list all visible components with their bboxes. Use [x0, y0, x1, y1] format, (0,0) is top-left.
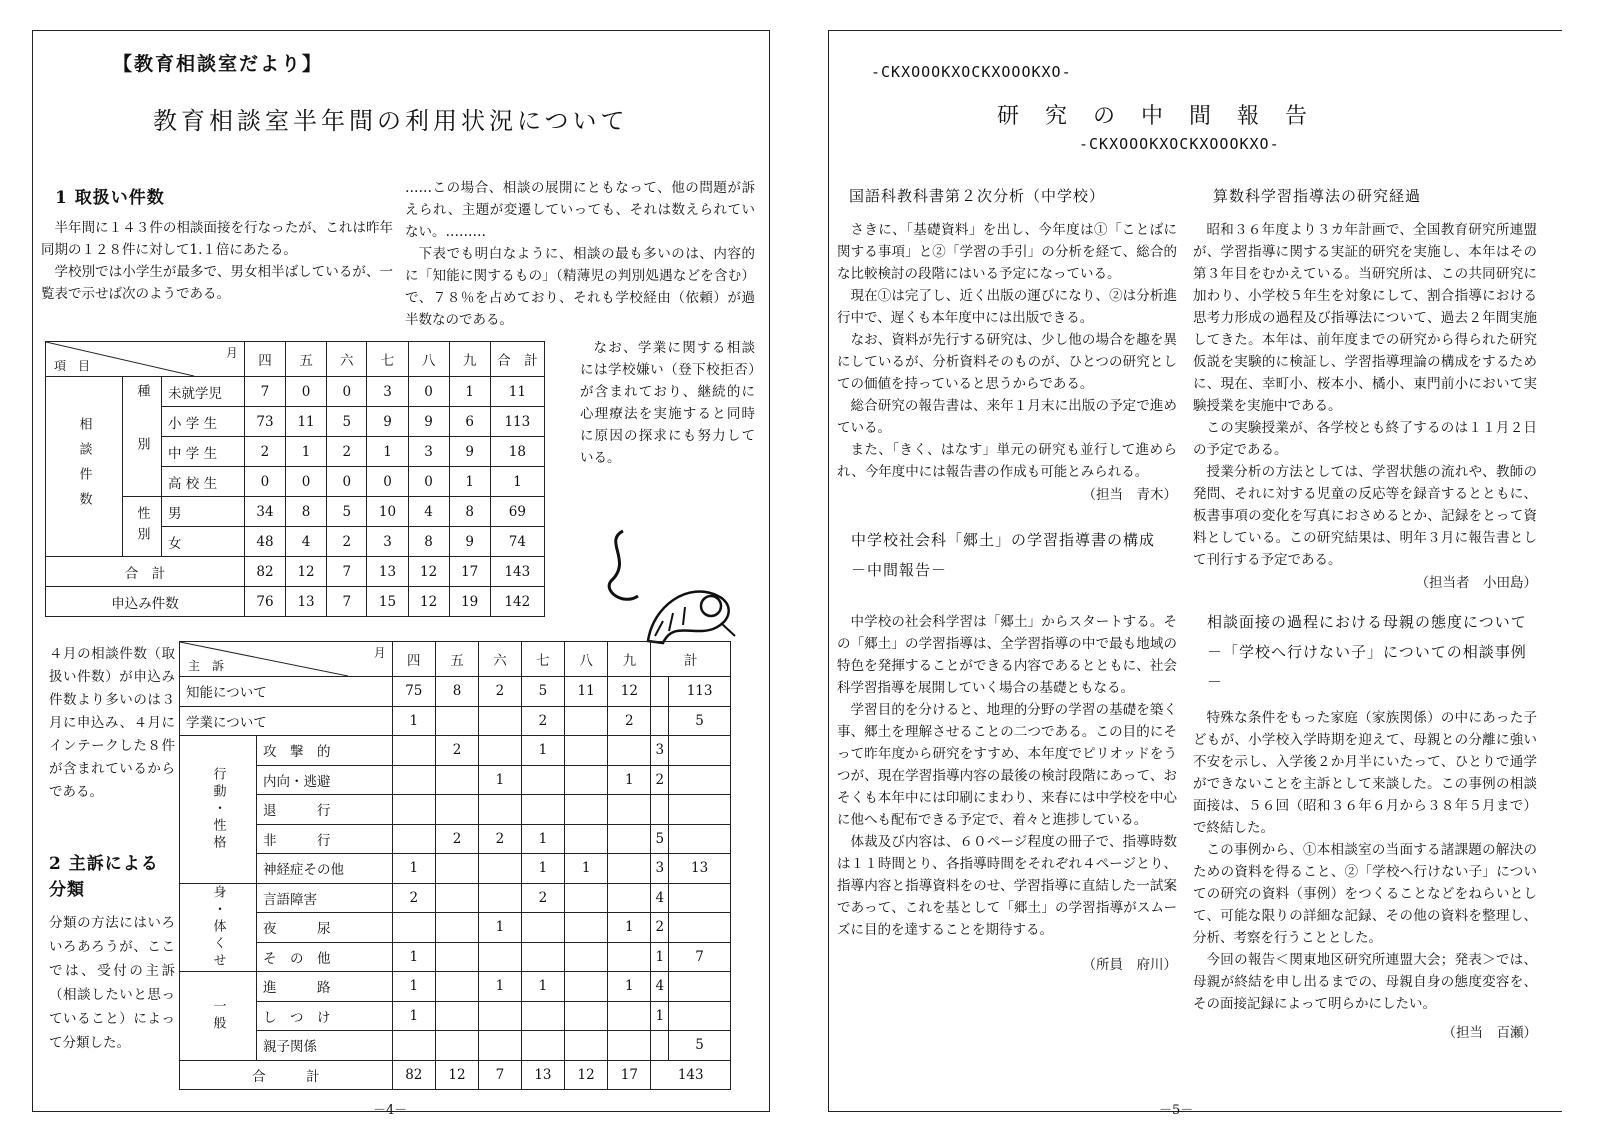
table-cell: 9	[449, 437, 490, 467]
table-cell	[608, 1001, 651, 1031]
table-cell: 12	[408, 587, 449, 617]
paragraph: さきに、「基礎資料」を出し、今年度は①「ことばに関する事項」と②「学習の手引」の分析を経て、総合的な比較検討の段階にはいる予定になっている。	[837, 222, 1177, 282]
table-cell: 2	[327, 527, 367, 557]
table-cell	[392, 765, 435, 795]
table-cell: 5	[327, 407, 367, 437]
table-cell: 13	[286, 587, 327, 617]
row-label: 小 学 生	[162, 407, 245, 437]
table-row	[180, 1031, 731, 1061]
table-row	[180, 677, 731, 707]
report-counseling-author: （担当 百瀬）	[1442, 1025, 1537, 1041]
paragraph: ……この場合、相談の展開にともなって、他の問題が訴えられ、主題が変遷していっても、それは数えられていない。………	[405, 180, 755, 240]
section-heading-1: 1 取扱い件数	[55, 188, 165, 208]
table-cell: 3	[367, 377, 408, 407]
table-cell	[521, 942, 564, 972]
table-cell: 5	[327, 497, 367, 527]
table-row	[180, 824, 731, 854]
table-cell	[435, 854, 478, 884]
subtotal-cell: 2	[651, 765, 669, 795]
table1-month: 四	[244, 342, 285, 377]
report-counseling-text	[1193, 707, 1537, 1015]
row-label: 神経症その他	[257, 854, 393, 884]
table-cell: 9	[367, 407, 408, 437]
table-cell: 2	[435, 824, 478, 854]
table-cell	[435, 1001, 478, 1031]
report-math-text	[1193, 219, 1537, 571]
row-total	[669, 972, 731, 1002]
table-cell: 8	[286, 497, 327, 527]
paragraph: また、「きく、はなす」単元の研究も並行して進められ、今年度中には報告書の作成も可能とみられる。	[837, 442, 1177, 480]
table-cell: 5	[521, 677, 564, 707]
row-label: 親子関係	[257, 1031, 393, 1061]
row-total: 74	[490, 527, 544, 557]
table-cell: 76	[244, 587, 285, 617]
table-cell: 1	[608, 972, 651, 1002]
row-total	[669, 765, 731, 795]
table-row	[180, 765, 731, 795]
table-cell: 12	[608, 677, 651, 707]
table-row	[46, 557, 545, 587]
table-cell	[521, 1001, 564, 1031]
row-label: し つ け	[257, 1001, 393, 1031]
table-cell: 1	[392, 1001, 435, 1031]
table-cell	[521, 913, 564, 943]
paragraph: 体裁及び内容は、６０ページ程度の冊子で、指導時数は１１時間とり、各指導時間をそれぞれ４ページとり、指導内容と指導資料をのせ、学習指導に直結した一試案であって、これを基として「郷土」の学習指導がスムーズに目的を達することを期待する。	[837, 834, 1177, 938]
table2-month: 七	[521, 642, 564, 677]
paragraph: 授業分析の方法としては、学習状態の流れや、教師の発問、それに対する児童の反応等を録音するとともに、板書事項の変化を写真におさめるとか、記録をとって資料としている。この研究結果は、明年３月に報告書として刊行する予定である。	[1193, 464, 1537, 568]
row-total: 13	[669, 854, 731, 884]
table-row	[180, 1060, 731, 1090]
group-label: 身・体くせ	[180, 883, 257, 972]
table-row	[180, 942, 731, 972]
table-cell: 1	[392, 942, 435, 972]
table-cell: 13	[521, 1060, 564, 1090]
table-cell	[608, 795, 651, 825]
row-total: 18	[490, 437, 544, 467]
table-cell: 9	[408, 407, 449, 437]
table-cell	[435, 1031, 478, 1061]
complaint-table	[179, 641, 731, 1090]
table1-month: 九	[449, 342, 490, 377]
subtotal-cell: 4	[651, 883, 669, 913]
table-row	[180, 883, 731, 913]
group-label: 一般	[180, 972, 257, 1061]
subtotal-cell: 5	[651, 824, 669, 854]
table-cell: 7	[327, 557, 367, 587]
table-row	[46, 587, 545, 617]
subtotal-cell	[651, 1031, 669, 1061]
table-row	[46, 377, 545, 407]
table-cell	[608, 736, 651, 766]
row-label: 男	[162, 497, 245, 527]
report-social-text	[837, 611, 1177, 941]
table-cell	[565, 824, 608, 854]
table-cell	[565, 972, 608, 1002]
table-cell: 12	[286, 557, 327, 587]
table-cell: 1	[521, 736, 564, 766]
left-page	[32, 30, 770, 1118]
table-cell: 0	[408, 377, 449, 407]
paragraph: 下表でも明白なように、相談の最も多いのは、内容的に「知能に関するもの」（精薄児の判別処遇などを含む）で、７８％を占めており、それも学校経由（依頼）が過半数なのである。	[405, 246, 755, 328]
paragraph: 現在①は完了し、近く出版の運びになり、②は分析進行中で、遅くも本年度中には出版できる。	[837, 288, 1177, 326]
table-row	[180, 706, 731, 736]
table-cell	[565, 736, 608, 766]
table-cell	[565, 913, 608, 943]
row-total	[669, 883, 731, 913]
paragraph: 総合研究の報告書は、来年１月末に出版の予定で進めている。	[837, 398, 1177, 436]
row-total: 1	[490, 467, 544, 497]
table2-month: 五	[435, 642, 478, 677]
row-total: 143	[651, 1060, 731, 1090]
table-cell	[565, 765, 608, 795]
table-cell: 13	[367, 557, 408, 587]
row-label: そ の 他	[257, 942, 393, 972]
paragraph: 特殊な条件をもった家庭（家族関係）の中にあった子どもが、小学校入学時期を迎えて、母親との分離に強い不安を示し、入学後２か月半にいたって、ひとりで通学ができないことを主訴として来談した。この事例の相談面接は、５６回（昭和３６年６月から３８年５月まで）で終結した。	[1193, 710, 1537, 836]
table-cell: 19	[449, 587, 490, 617]
table-cell: 1	[479, 765, 522, 795]
paragraph: 中学校の社会科学習は「郷土」からスタートする。その「郷土」の学習指導は、全学習指導の中で最も地域の特色を発揮することができる内容であるとともに、社会科学習指導を展開していく場合の基礎ともなる。	[837, 614, 1177, 696]
table-cell	[565, 1001, 608, 1031]
table-cell	[479, 942, 522, 972]
table-cell: 1	[565, 854, 608, 884]
table-cell: 2	[244, 437, 285, 467]
right-page	[828, 30, 1562, 1118]
row-total: 113	[490, 407, 544, 437]
section-1-text	[41, 217, 393, 305]
table-cell	[435, 706, 478, 736]
report-japanese-text	[837, 219, 1177, 483]
row-total	[669, 824, 731, 854]
table-cell: 1	[479, 972, 522, 1002]
table-cell	[479, 706, 522, 736]
row-total: 142	[490, 587, 544, 617]
row-total: 7	[669, 942, 731, 972]
table-row	[180, 913, 731, 943]
table-cell: 11	[286, 407, 327, 437]
report-title-counseling: 相談面接の過程における母親の態度について －「学校へ行けない子」についての相談事例－	[1207, 613, 1543, 691]
decorative-border-bottom: -CKXOOOKXOCKXOOOKXO-	[1079, 135, 1280, 153]
row-label: 進 路	[257, 972, 393, 1002]
table-cell: 8	[435, 677, 478, 707]
table-cell	[608, 824, 651, 854]
table-cell	[479, 795, 522, 825]
group-label: 行動・性格	[180, 736, 257, 884]
table-cell: 1	[521, 854, 564, 884]
subtotal-cell: 3	[651, 736, 669, 766]
report-column-1	[837, 181, 1177, 973]
paragraph: 学習目的を分けると、地理的分野の学習の基礎を築く事、郷土を理解させることの二つである。この目的にそって昨年度から研究をすすめ、本年度でピリオッドをうつが、現在学習指導内容の最後の検討段階にあって、おそくも本年中には印刷にまわり、来春には中学校を中心に他へも配布できる予定で、着々と進捗している。	[837, 702, 1177, 828]
report-title-social: 中学校社会科「郷土」の学習指導書の構成 －中間報告－	[851, 531, 1172, 579]
table-row	[180, 736, 731, 766]
table-cell: 8	[449, 497, 490, 527]
table1-month: 五	[286, 342, 327, 377]
page-number-right: －5－	[1159, 1103, 1194, 1118]
subtotal-cell: 4	[651, 972, 669, 1002]
paragraph: この実験授業が、各学校とも終了するのは１１月２日の予定である。	[1193, 420, 1537, 458]
page-title: 教育相談室半年間の利用状況について	[153, 107, 629, 135]
table-cell	[392, 824, 435, 854]
table1-month: 六	[327, 342, 367, 377]
decorative-border-top: -CKXOOOKXOCKXOOOKXO-	[871, 63, 1072, 81]
table-cell	[435, 972, 478, 1002]
group-label: 相談件数	[46, 377, 123, 557]
table-cell: 1	[449, 467, 490, 497]
row-label: 合 計	[46, 557, 245, 587]
table-cell: 0	[286, 377, 327, 407]
table-cell: 4	[286, 527, 327, 557]
table1-corner: 月 項 目	[46, 342, 245, 377]
report-title-japanese: 国語科教科書第２次分析（中学校）	[849, 187, 1106, 205]
row-total	[669, 913, 731, 943]
table-cell: 4	[408, 497, 449, 527]
table-cell: 10	[367, 497, 408, 527]
row-total	[669, 1001, 731, 1031]
row-label: 合 計	[180, 1060, 393, 1090]
table-cell	[479, 854, 522, 884]
table-cell: 17	[608, 1060, 651, 1090]
paragraph: 昭和３６年度より３カ年計画で、全国教育研究所連盟が、学習指導に関する実証的研究を実施し、本年はその第３年目をむかえている。当研究所は、この共同研究に加わり、小学校５年生を対象にして、割合指導における思考力形成の過程及び指導法について、過去２年間実施してきた。本年は、前年度までの研究から得られた研究仮説を実験的に検証し、学習指導理論の構成をするために、現在、幸町小、桜本小、橘小、東門前小において実験授業を実施中である。	[1193, 222, 1537, 414]
row-total: 113	[669, 677, 731, 707]
row-total: 11	[490, 377, 544, 407]
table-row	[180, 972, 731, 1002]
row-total: 143	[490, 557, 544, 587]
table-cell	[565, 883, 608, 913]
paragraph: この事例から、①本相談室の当面する諸課題の解決のための資料を得ること、②「学校へ行けない子」についての研究の資料（事例）をつくることなどをねらいとして、可能な限りの詳細な記録、その他の資料を整理し、分析、考察を行うこととした。	[1193, 842, 1537, 946]
table-cell: 0	[327, 377, 367, 407]
table-cell: 2	[521, 883, 564, 913]
table-cell: 17	[449, 557, 490, 587]
row-total: 5	[669, 1031, 731, 1061]
row-label: 内向・逃避	[257, 765, 393, 795]
table-cell: 7	[479, 1060, 522, 1090]
row-label: 攻 撃 的	[257, 736, 393, 766]
paragraph: 半年間に１４３件の相談面接を行なったが、これは昨年同期の１２８件に対して1.１倍にあたる。	[41, 220, 393, 258]
row-label: 中 学 生	[162, 437, 245, 467]
case-count-table	[45, 341, 545, 617]
table-cell	[435, 765, 478, 795]
table-cell	[565, 942, 608, 972]
table2-month: 八	[565, 642, 608, 677]
note-text: ４月の相談件数（取扱い件数）が申込み件数より多いのは３月に申込み、４月にインテークした８件が含まれているからである。	[49, 646, 175, 800]
table-cell	[521, 1031, 564, 1061]
table-cell	[479, 883, 522, 913]
section-heading-2: 2 主訴による分類	[49, 854, 159, 900]
table-cell: 0	[244, 467, 285, 497]
table2-month: 六	[479, 642, 522, 677]
row-label: 学業について	[180, 706, 393, 736]
table-cell	[392, 1031, 435, 1061]
column-header-tag: 【教育相談室だより】	[113, 53, 324, 75]
table-cell	[565, 795, 608, 825]
subtotal-cell	[651, 677, 669, 707]
table-cell: 75	[392, 677, 435, 707]
table-cell: 0	[286, 467, 327, 497]
row-total: 69	[490, 497, 544, 527]
table-cell	[435, 795, 478, 825]
table-cell: 48	[244, 527, 285, 557]
table-cell: 2	[521, 706, 564, 736]
table2-corner: 月 主 訴	[180, 642, 393, 677]
mascot-illustration	[593, 511, 743, 655]
table-cell: 0	[367, 467, 408, 497]
row-total	[669, 795, 731, 825]
table2-month: 四	[392, 642, 435, 677]
table-cell: 1	[449, 377, 490, 407]
table-cell: 2	[327, 437, 367, 467]
subtotal-cell: 1	[651, 942, 669, 972]
table-cell: 2	[479, 677, 522, 707]
table-cell	[435, 913, 478, 943]
table-cell	[608, 1031, 651, 1061]
report-title-math: 算数科学習指導法の研究経過	[1213, 187, 1422, 205]
table-cell	[521, 765, 564, 795]
table-cell	[608, 854, 651, 884]
table-cell: 7	[327, 587, 367, 617]
table-cell: 1	[392, 706, 435, 736]
page-title-right: 研究の中間報告	[997, 104, 1334, 129]
group-label: 種別	[123, 377, 162, 497]
table1-total-header: 合 計	[490, 342, 544, 377]
table-cell: 2	[435, 736, 478, 766]
table-cell	[392, 795, 435, 825]
paragraph: なお、学業に関する相談には学校嫌い（登下校拒否）が含まれており、継続的に心理療法を実施すると同時に原因の探求にも努力している。	[580, 340, 755, 466]
table-cell	[435, 883, 478, 913]
table-cell: 73	[244, 407, 285, 437]
table-cell: 1	[479, 913, 522, 943]
table2-total-header: 計	[651, 642, 731, 677]
table-cell: 1	[392, 972, 435, 1002]
table-cell: 7	[244, 377, 285, 407]
page-number-left: －4－	[373, 1103, 408, 1118]
table-cell: 0	[408, 467, 449, 497]
paragraph: 学校別では小学生が最多で、男女相半ばしているが、一覧表で示せば次のようである。	[41, 264, 393, 302]
subtotal-cell: 2	[651, 913, 669, 943]
table-cell: 1	[608, 913, 651, 943]
table-cell	[435, 942, 478, 972]
table-row	[180, 854, 731, 884]
row-label: 知能について	[180, 677, 393, 707]
row-label: 退 行	[257, 795, 393, 825]
subtotal-cell	[651, 795, 669, 825]
row-total	[669, 736, 731, 766]
row-label: 非 行	[257, 824, 393, 854]
row-label: 未就学児	[162, 377, 245, 407]
table-cell: 0	[327, 467, 367, 497]
table-cell: 3	[408, 437, 449, 467]
table-cell: 12	[565, 1060, 608, 1090]
table-cell	[392, 913, 435, 943]
table-cell: 11	[565, 677, 608, 707]
table-cell: 12	[435, 1060, 478, 1090]
table-cell: 82	[392, 1060, 435, 1090]
report-math-author: （担当者 小田島）	[1415, 575, 1537, 591]
table1-month: 八	[408, 342, 449, 377]
table-cell: 82	[244, 557, 285, 587]
table-cell	[479, 736, 522, 766]
table-cell: 1	[521, 972, 564, 1002]
table-cell	[608, 883, 651, 913]
row-label: 高 校 生	[162, 467, 245, 497]
table-cell	[479, 1031, 522, 1061]
group-label: 性別	[123, 497, 162, 557]
subtotal-cell: 1	[651, 1001, 669, 1031]
table-cell	[521, 795, 564, 825]
paragraph: なお、資料が先行する研究は、少し他の場合を趣を異にしているが、分析資料そのものが、ひとつの研究としての価値を持っていると思うからである。	[837, 332, 1177, 392]
table-cell: 1	[608, 765, 651, 795]
row-total: 5	[669, 706, 731, 736]
table-cell: 1	[392, 854, 435, 884]
table1-month: 七	[367, 342, 408, 377]
table-cell: 1	[367, 437, 408, 467]
table-row	[180, 795, 731, 825]
table-cell: 2	[608, 706, 651, 736]
table-cell: 1	[286, 437, 327, 467]
report-column-2	[1193, 181, 1543, 1041]
row-label: 女	[162, 527, 245, 557]
table-row	[180, 1001, 731, 1031]
paragraph: 今回の報告＜関東地区研究所連盟大会；発表＞では、母親が終結を申し出るまでの、母親自身の態度変容を、その面接記録によって明らかにしたい。	[1193, 952, 1537, 1012]
table-cell: 8	[408, 527, 449, 557]
table-cell	[608, 942, 651, 972]
table-cell: 12	[408, 557, 449, 587]
table-cell: 3	[367, 527, 408, 557]
report-social-author: （所員 府川）	[1082, 957, 1177, 973]
table-cell: 2	[392, 883, 435, 913]
row-label: 言語障害	[257, 883, 393, 913]
table-cell: 2	[479, 824, 522, 854]
table-cell: 6	[449, 407, 490, 437]
table-cell	[565, 706, 608, 736]
report-japanese-author: （担当 青木）	[1082, 487, 1177, 503]
table-cell	[565, 1031, 608, 1061]
subtotal-cell	[651, 706, 669, 736]
table2-month: 九	[608, 642, 651, 677]
row-label: 申込み件数	[46, 587, 245, 617]
section-2-text: 分類の方法にはいろいろあろうが、ここでは、受付の主訴（相談したいと思っていること）によって分類した。	[49, 915, 175, 1051]
table-cell: 9	[449, 527, 490, 557]
table-cell: 15	[367, 587, 408, 617]
table-cell	[392, 736, 435, 766]
subtotal-cell: 3	[651, 854, 669, 884]
row-label: 夜 尿	[257, 913, 393, 943]
table-cell: 34	[244, 497, 285, 527]
table-cell: 1	[521, 824, 564, 854]
table-cell	[479, 1001, 522, 1031]
